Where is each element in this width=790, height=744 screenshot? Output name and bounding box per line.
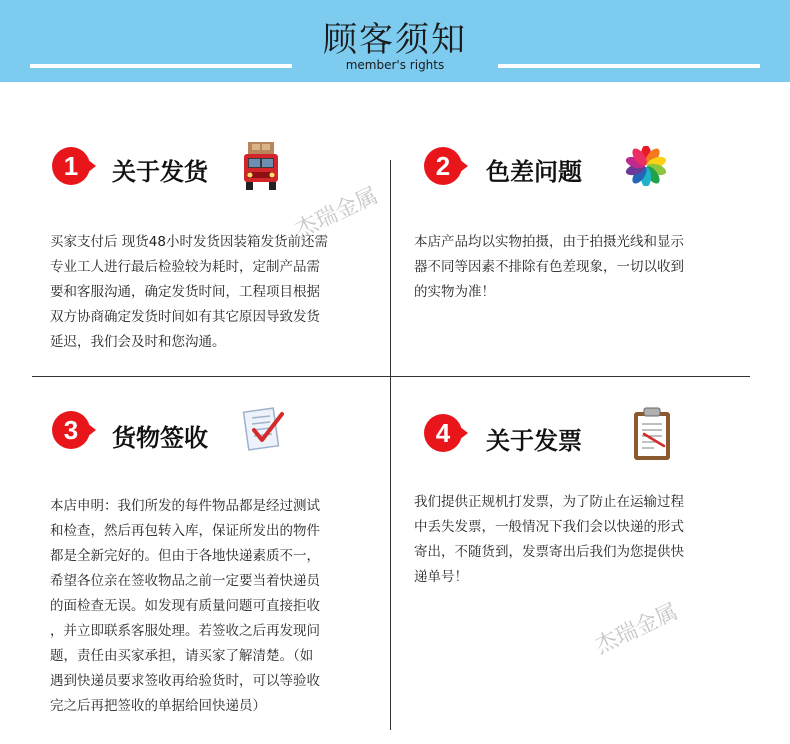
horizontal-divider <box>32 376 750 377</box>
page-subtitle: member's rights <box>345 58 445 72</box>
text-line: 遇到快递员要求签收再给验货时，可以等验收 <box>50 673 320 689</box>
section-text <box>414 230 744 305</box>
text-line: 延迟，我们会及时和您沟通。 <box>50 334 226 350</box>
text-line: 希望各位亲在签收物品之前一定要当着快递员 <box>50 573 320 589</box>
section-number-badge: 1 <box>52 147 90 185</box>
text-line: 的实物为准！ <box>414 284 495 300</box>
section-number-badge: 2 <box>424 147 462 185</box>
text-line: 要和客服沟通，确定发货时间，工程项目根据 <box>50 284 320 300</box>
text-line: 本店申明：我们所发的每件物品都是经过测试 <box>50 498 320 514</box>
section-text <box>50 230 380 355</box>
text-line: 寄出，不随货到，发票寄出后我们为您提供快 <box>414 544 684 560</box>
truck-icon <box>238 140 284 192</box>
text-line: 递单号！ <box>414 569 468 585</box>
text-line: 都是全新完好的。但由于各地快递素质不一， <box>50 548 320 564</box>
watermark: 杰瑞金属 <box>591 599 683 660</box>
checklist-icon <box>240 406 290 454</box>
section-text <box>50 494 380 719</box>
section-number-badge: 4 <box>424 414 462 452</box>
section-title: 关于发货 <box>112 158 208 186</box>
text-line: 专业工人进行最后检验较为耗时，定制产品需 <box>50 259 320 275</box>
text-line: ，并立即联系客服处理。若签收之后再发现问 <box>50 623 320 639</box>
color-wheel-icon <box>624 146 668 186</box>
section-title: 关于发票 <box>486 427 582 455</box>
text-line: 中丢失发票，一般情况下我们会以快递的形式 <box>414 519 684 535</box>
vertical-divider <box>390 160 391 730</box>
text-line: 买家支付后 现货48小时发货因装箱发货前还需 <box>50 234 328 250</box>
section-number-badge: 3 <box>52 411 90 449</box>
text-line: 本店产品均以实物拍摄，由于拍摄光线和显示 <box>414 234 684 250</box>
section-title: 色差问题 <box>486 158 582 186</box>
text-line: 双方协商确定发货时间如有其它原因导致发货 <box>50 309 320 325</box>
text-line: 完之后再把签收的单据给回快递员） <box>50 698 266 714</box>
section-text <box>414 490 744 590</box>
watermark: 杰瑞金属 <box>291 183 383 244</box>
text-line: 的面检查无误。如发现有质量问题可直接拒收 <box>50 598 320 614</box>
text-line: 器不同等因素不排除有色差现象，一切以收到 <box>414 259 684 275</box>
page-title: 顾客须知 <box>323 20 467 60</box>
text-line: 我们提供正规机打发票，为了防止在运输过程 <box>414 494 684 510</box>
section-title: 货物签收 <box>112 424 208 452</box>
clipboard-icon <box>630 406 674 462</box>
text-line: 题，责任由买家承担，请买家了解清楚。（如 <box>50 648 314 664</box>
text-line: 和检查，然后再包转入库，保证所发出的物件 <box>50 523 320 539</box>
header-banner <box>0 0 790 82</box>
